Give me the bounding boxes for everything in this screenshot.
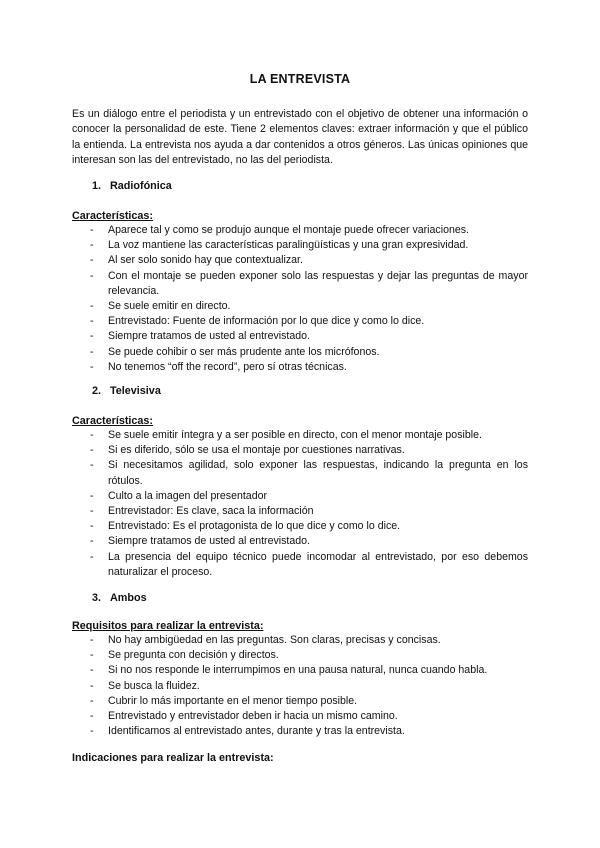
document-title: LA ENTREVISTA xyxy=(249,72,351,86)
list-item: - Se pregunta con decisión y directos. xyxy=(72,648,528,663)
section-heading-ambos xyxy=(92,592,147,604)
section-number: 1. xyxy=(92,180,102,192)
section-label: Requisitos para realizar la entrevista: xyxy=(72,620,264,632)
list-item: - La voz mantiene las características paralingüísticas y una gran expresividad. xyxy=(72,238,528,253)
list-item: - La presencia del equipo técnico puede incomodar al entrevistado, por eso debemos naturalizar el proceso. xyxy=(72,550,528,580)
list-item: - Entrevistado: Fuente de información por lo que dice y como lo dice. xyxy=(72,314,528,329)
section-title: Radiofónica xyxy=(110,180,172,192)
section-heading-radiofonica xyxy=(92,180,172,192)
list-item: - Cubrir lo más importante en el menor tiempo posible. xyxy=(72,694,528,709)
characteristics-list-radio xyxy=(72,223,528,375)
section-number: 2. xyxy=(92,385,102,397)
list-item: - Siempre tratamos de usted al entrevistado. xyxy=(72,329,528,344)
section-heading-televisiva xyxy=(92,385,161,397)
list-item: - Aparece tal y como se produjo aunque el montaje puede ofrecer variaciones. xyxy=(72,223,528,238)
list-item: - No hay ambigüedad en las preguntas. Son claras, precisas y concisas. xyxy=(72,633,528,648)
section-title: Ambos xyxy=(110,592,147,604)
list-item: - Siempre tratamos de usted al entrevistado. xyxy=(72,534,528,549)
list-item: - Si es diferido, sólo se usa el montaje por cuestiones narrativas. xyxy=(72,443,528,458)
section-title: Televisiva xyxy=(110,385,161,397)
list-item: - Entrevistador: Es clave, saca la información xyxy=(72,504,528,519)
indications-label: Indicaciones para realizar la entrevista: xyxy=(72,752,274,764)
list-item: - Culto a la imagen del presentador xyxy=(72,489,528,504)
characteristics-list-tv xyxy=(72,428,528,580)
list-item: - Se suele emitir en directo. xyxy=(72,299,528,314)
section-number: 3. xyxy=(92,592,102,604)
list-item: - Si no nos responde le interrumpimos en una pausa natural, nunca cuando habla. xyxy=(72,663,528,678)
section-label: Características: xyxy=(72,415,154,427)
section-label: Características: xyxy=(72,210,154,222)
intro-paragraph: Es un diálogo entre el periodista y un entrevistado con el objetivo de obtener una información o conocer la personalidad de este. Tiene 2 elementos claves: extraer información y que el público la entienda. La entrevista nos ayuda a dar contenidos a otros géneros. Las únicas opiniones que interesan son las del entrevistado, no las del periodista. xyxy=(72,108,528,167)
list-item: - Entrevistado: Es el protagonista de lo que dice y como lo dice. xyxy=(72,519,528,534)
list-item: - Se puede cohibir o ser más prudente ante los micrófonos. xyxy=(72,345,528,360)
list-item: - Entrevistado y entrevistador deben ir hacia un mismo camino. xyxy=(72,709,528,724)
list-item: - Se suele emitir íntegra y a ser posible en directo, con el menor montaje posible. xyxy=(72,428,528,443)
list-item: - Se busca la fluidez. xyxy=(72,679,528,694)
list-item: - Al ser solo sonido hay que contextualizar. xyxy=(72,253,528,268)
list-item: - Con el montaje se pueden exponer solo las respuestas y dejar las preguntas de mayor relevancia. xyxy=(72,269,528,299)
list-item: - No tenemos “off the record”, pero sí otras técnicas. xyxy=(72,360,528,375)
list-item: - Identificamos al entrevistado antes, durante y tras la entrevista. xyxy=(72,724,528,739)
requirements-list xyxy=(72,633,528,739)
list-item: - Si necesitamos agilidad, solo exponer las respuestas, indicando la pregunta en los rótulos. xyxy=(72,458,528,488)
